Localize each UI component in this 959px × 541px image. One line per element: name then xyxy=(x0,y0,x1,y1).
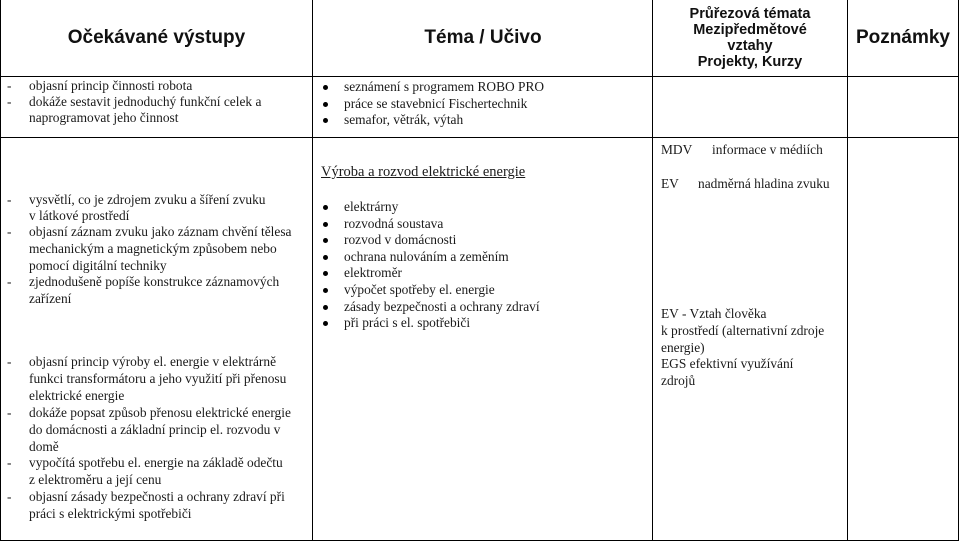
cross-line: k prostředí (alternativní zdroje xyxy=(661,323,825,338)
output-line: zjednodušeně popíše konstrukce záznamových xyxy=(29,274,280,289)
dash-marker: - xyxy=(7,274,12,289)
header-cross-line: Projekty, Kurzy xyxy=(697,54,803,70)
row-divider xyxy=(0,76,959,77)
output-line: objasní princip činnosti robota xyxy=(29,78,193,93)
output-line: do domácnosti a základní princip el. rozvodu v xyxy=(29,422,281,437)
list-item: rozvodná soustava xyxy=(320,216,540,233)
mdv-label: MDV xyxy=(661,142,693,157)
output-line: práci s elektrickými spotřebiči xyxy=(29,506,192,521)
output-line: zařízení xyxy=(29,291,72,306)
header-cross-line: vztahy xyxy=(727,38,773,54)
list-item: rozvod v domácnosti xyxy=(320,232,540,249)
list-item: při práci s el. spotřebiči xyxy=(320,315,540,332)
header-topic: Téma / Učivo xyxy=(424,27,542,48)
mdv-text: informace v médiích xyxy=(712,142,823,157)
cross-line: energie) xyxy=(661,340,705,355)
header-cross-line: Průřezová témata xyxy=(689,6,811,22)
row-divider xyxy=(0,137,959,138)
header-notes: Poznámky xyxy=(856,27,950,48)
list-item: práce se stavebnicí Fischertechnik xyxy=(320,96,544,113)
list-item: zásady bezpečnosti a ochrany zdraví xyxy=(320,299,540,316)
header-cross-topics xyxy=(653,0,847,76)
output-line: domě xyxy=(29,439,59,454)
list-item: seznámení s programem ROBO PRO xyxy=(320,79,544,96)
output-line: z elektroměru a její cenu xyxy=(29,472,162,487)
column-divider xyxy=(847,0,848,541)
column-divider xyxy=(312,0,313,541)
output-line: objasní záznam zvuku jako záznam chvění tělesa xyxy=(29,224,292,239)
table-border-left xyxy=(0,0,1,541)
list-item: elektrárny xyxy=(320,199,540,216)
dash-marker: - xyxy=(7,78,12,93)
dash-marker: - xyxy=(7,192,12,207)
topic-title: Výroba a rozvod elektrické energie xyxy=(321,164,526,180)
output-line: pomocí digitální techniky xyxy=(29,258,167,273)
output-line: vysvětlí, co je zdrojem zvuku a šíření zvuku xyxy=(29,192,266,207)
row1-topic-list xyxy=(320,79,544,129)
dash-marker: - xyxy=(7,405,12,420)
output-line: mechanickým a magnetickým způsobem nebo xyxy=(29,241,277,256)
cross-line: EGS efektivní využívání xyxy=(661,356,794,371)
list-item: výpočet spotřeby el. energie xyxy=(320,282,540,299)
header-cross-line: Mezipředmětové xyxy=(693,22,807,38)
output-line: funkci transformátoru a jeho využití při přenosu xyxy=(29,371,287,386)
cross-line: zdrojů xyxy=(661,373,696,388)
list-item: ochrana nulováním a zeměním xyxy=(320,249,540,266)
list-item: elektroměr xyxy=(320,265,540,282)
output-line: v látkové prostředí xyxy=(29,208,130,223)
list-item: semafor, větrák, výtah xyxy=(320,112,544,129)
ev-text: nadměrná hladina zvuku xyxy=(698,176,830,191)
output-line: dokáže popsat způsob přenosu elektrické energie xyxy=(29,405,291,420)
dash-marker: - xyxy=(7,455,12,470)
output-line: elektrické energie xyxy=(29,388,125,403)
output-line: objasní zásady bezpečnosti a ochrany zdraví při xyxy=(29,489,285,504)
dash-marker: - xyxy=(7,94,12,109)
output-line: naprogramovat jeho činnost xyxy=(29,110,179,125)
dash-marker: - xyxy=(7,224,12,239)
ev-label: EV xyxy=(661,176,679,191)
header-expected-outputs: Očekávané výstupy xyxy=(67,27,246,48)
output-line: objasní princip výroby el. energie v elektrárně xyxy=(29,354,277,369)
cross-line: EV - Vztah člověka xyxy=(661,306,767,321)
output-line: vypočítá spotřebu el. energie na základě odečtu xyxy=(29,455,283,470)
row2-topic-list xyxy=(320,199,540,332)
dash-marker: - xyxy=(7,489,12,504)
column-divider xyxy=(652,0,653,541)
output-line: dokáže sestavit jednoduchý funkční celek a xyxy=(29,94,262,109)
dash-marker: - xyxy=(7,354,12,369)
